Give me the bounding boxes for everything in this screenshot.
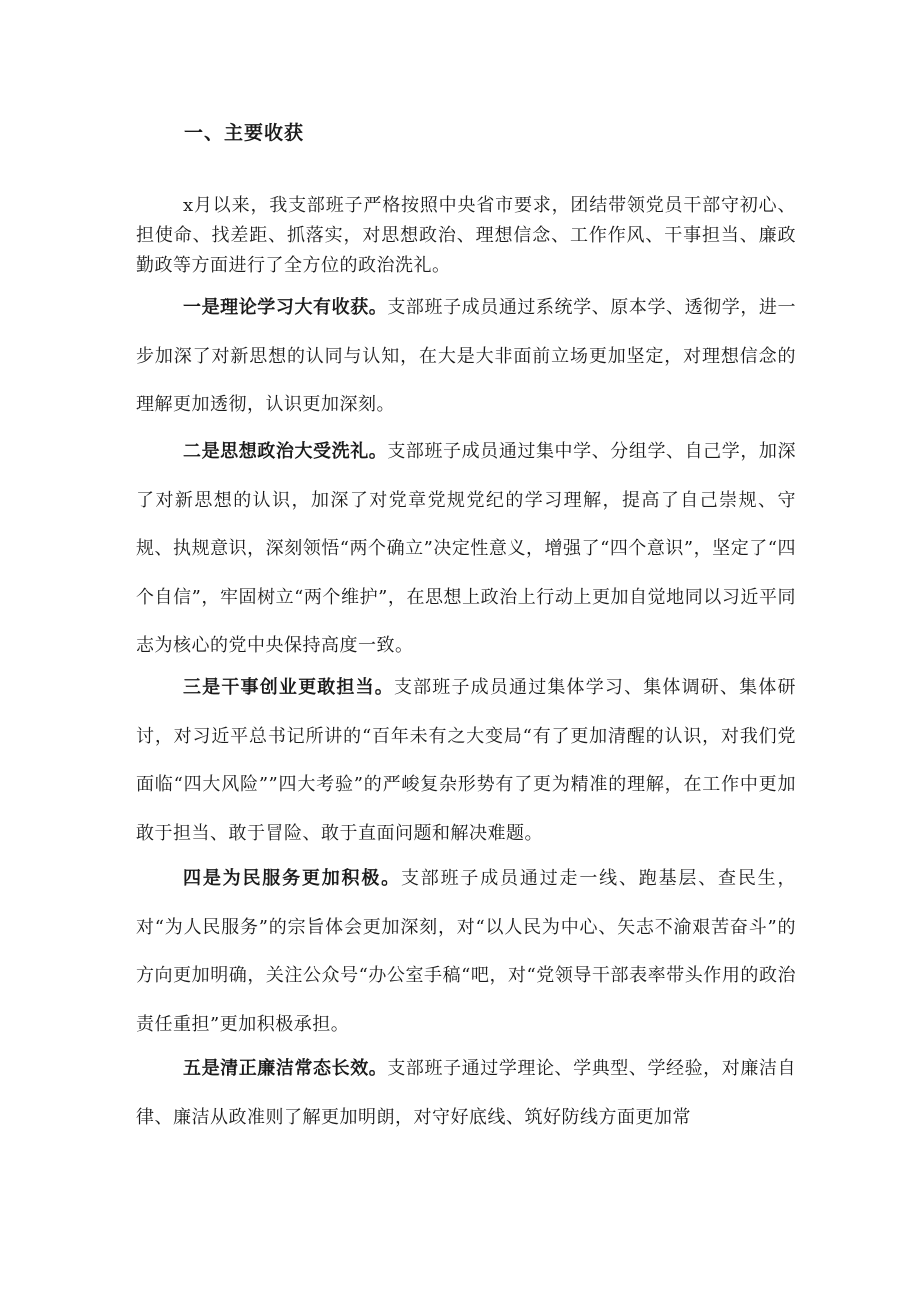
paragraph-theory-study bbox=[136, 284, 796, 430]
paragraph-body: 支部班子成员通过集中学、分组学、自己学，加深了对新思想的认识，加深了对党章党规党纪的学习理解，提高了自己崇规、守规、执规意识，深刻领悟“两个确立”决定性意义，增强了“四个意识”，坚定了“四个自信”，牢固树立“两个维护”，在思想上政治上行动上更加自觉地同以习近平同志为核心的党中央保持高度一致。 bbox=[136, 441, 796, 656]
paragraph-responsibility bbox=[136, 664, 796, 858]
intro-paragraph: x月以来，我支部班子严格按照中央省市要求，团结带领党员干部守初心、担使命、找差距、抓落实，对思想政治、理想信念、工作作风、干事担当、廉政勤政等方面进行了全方位的政治洗礼。 bbox=[136, 195, 796, 276]
paragraph-political-thought bbox=[136, 428, 796, 671]
paragraph-body: 支部班子通过学理论、学典型、学经验，对廉洁自律、廉洁从政准则了解更加明朗，对守好底线、筑好防线方面更加常 bbox=[136, 1058, 796, 1128]
paragraph-lead: 五是清正廉洁常态长效。 bbox=[183, 1058, 388, 1079]
paragraph-lead: 一是理论学习大有收获。 bbox=[183, 297, 388, 318]
paragraph-lead: 三是干事创业更敢担当。 bbox=[183, 677, 394, 698]
paragraph-lead: 二是思想政治大受洗礼。 bbox=[183, 441, 388, 462]
paragraph-serve-people bbox=[136, 855, 796, 1049]
paragraph-lead: 四是为民服务更加积极。 bbox=[183, 868, 401, 889]
section-heading: 一、主要收获 bbox=[184, 122, 305, 144]
paragraph-body: 支部班子成员通过走一线、跑基层、查民生，对“为人民服务”的宗旨体会更加深刻，对“以人民为中心、矢志不渝艰苦奋斗”的方向更加明确，关注公众号“办公室手稿“吧，对“党领导干部表率带头作用的政治责任重担”更加积极承担。 bbox=[136, 868, 796, 1035]
paragraph-body: 支部班子成员通过系统学、原本学、透彻学，进一步加深了对新思想的认同与认知，在大是大非面前立场更加坚定，对理想信念的理解更加透彻，认识更加深刻。 bbox=[136, 297, 796, 415]
paragraph-body: 支部班子成员通过集体学习、集体调研、集体研讨，对习近平总书记所讲的“百年未有之大变局“有了更加清醒的认识，对我们党面临“四大风险””四大考验”的严峻复杂形势有了更为精准的理解，在工作中更加敢于担当、敢于冒险、敢于直面问题和解决难题。 bbox=[136, 677, 796, 844]
paragraph-integrity bbox=[136, 1045, 796, 1142]
